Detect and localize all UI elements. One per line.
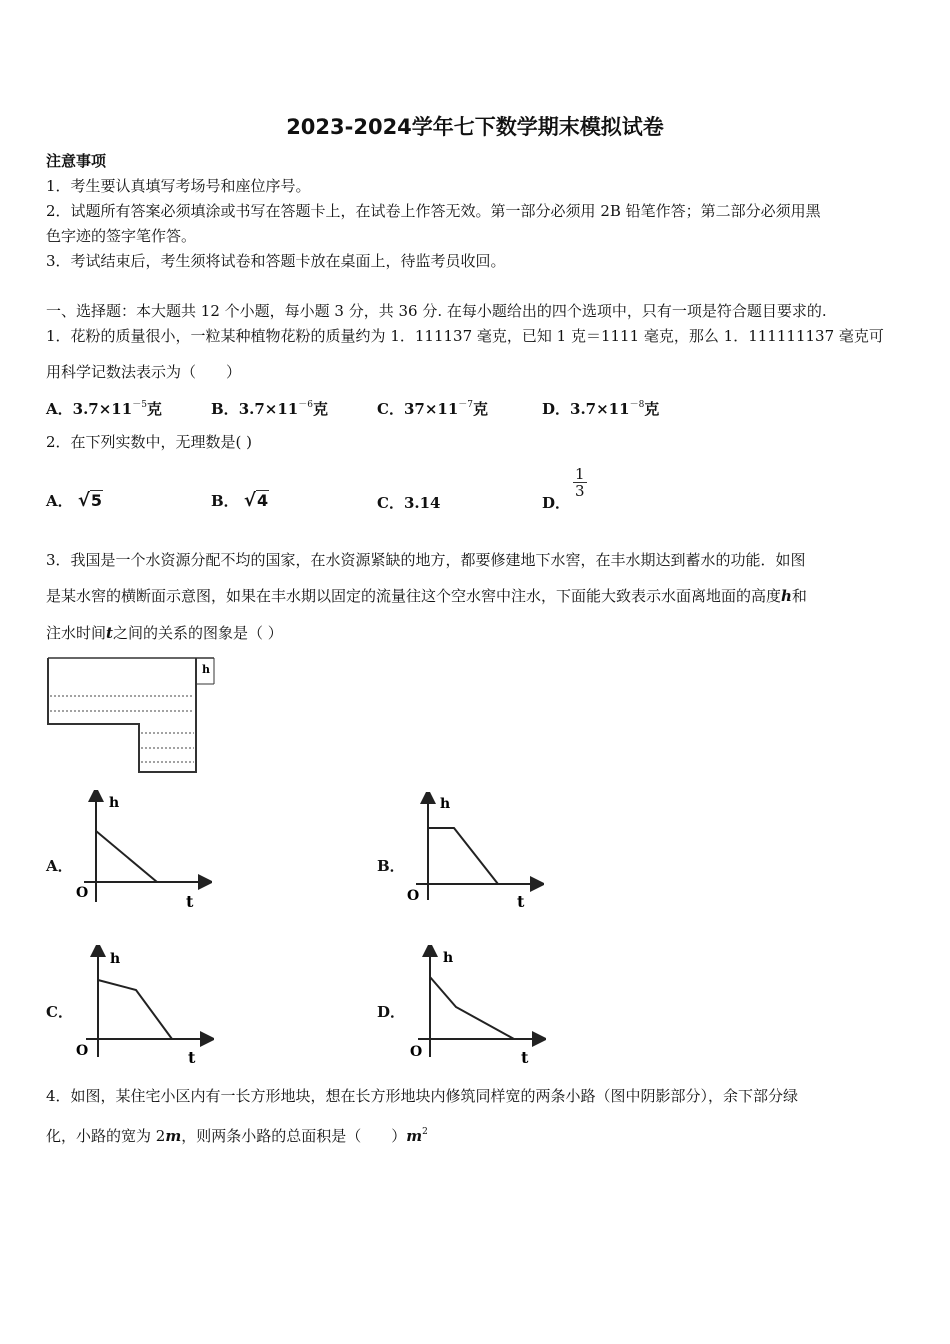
section-heading: 一、选择题：本大题共 12 个小题，每小题 3 分，共 36 分. 在每小题给出的四个选项中，只有一项是符合题目要求的. — [46, 302, 827, 320]
q4-stem-line2: 化，小路的宽为 2m，则两条小路的总面积是（ ）$m^2$ — [46, 1127, 428, 1145]
notice-item-3: 3．考试结束后，考生须将试卷和答题卡放在桌面上，待监考员收回。 — [46, 252, 506, 270]
notice-item-2b: 色字迹的签字笔作答。 — [46, 227, 197, 245]
q2-option-d-label: D． — [542, 494, 571, 512]
origin-label: O — [410, 1044, 423, 1060]
q2-option-d-fraction: $\frac{1}{3}$ — [575, 465, 585, 500]
diagram-h-label: h — [202, 663, 210, 676]
axis-h-label: h — [109, 795, 120, 811]
notice-item-2a: 2．试题所有答案必须填涂或书写在答题卡上，在试卷上作答无效。第一部分必须用 2B 铅笔作答；第二部分必须用黑 — [46, 202, 821, 220]
page-title: 2023-2024学年七下数学期末模拟试卷 — [286, 115, 664, 139]
q1-stem-line2: 用科学记数法表示为（ ） — [46, 363, 242, 381]
origin-label: O — [76, 1043, 89, 1059]
axis-h-label: h — [443, 950, 454, 966]
q3-stem-line2: 是某水窖的横断面示意图，如果在丰水期以固定的流量往这个空水窖中注水，下面能大致表示水面离地面的高度h和 — [46, 587, 807, 605]
axis-t-label: t — [188, 1048, 196, 1067]
q3-graph-a — [72, 790, 212, 912]
q2-stem: 2．在下列实数中，无理数是( ) — [46, 433, 253, 451]
q4-stem-line1: 4．如图，某住宅小区内有一长方形地块，想在长方形地块内修筑同样宽的两条小路（图中阴影部分），余下部分绿 — [46, 1087, 799, 1105]
q3-stem-line3: 注水时间t之间的关系的图象是（ ） — [46, 624, 283, 642]
sqrt-symbol: √4 — [243, 490, 269, 511]
axis-t-label: t — [517, 892, 525, 911]
q3-option-b-label: B． — [377, 857, 405, 875]
origin-label: O — [407, 888, 420, 904]
q1-option-c: C．$37\times 11^{-7}$克 — [377, 400, 489, 418]
q3-graph-b — [404, 792, 544, 914]
q1-option-d: D．$3.7\times 11^{-8}$克 — [542, 400, 660, 418]
q3-option-c-label: C． — [46, 1003, 73, 1021]
q3-graph-d — [406, 945, 546, 1067]
notice-heading: 注意事项 — [46, 152, 107, 170]
q3-graph-c — [74, 945, 214, 1067]
q1-option-b: B．$3.7\times 11^{-6}$克 — [211, 400, 328, 418]
cellar-cross-section-diagram — [44, 656, 219, 778]
q1-stem-line1: 1．花粉的质量很小，一粒某种植物花粉的质量约为 1．111137 毫克，已知 1 克＝1111 毫克，那么 1．111111137 毫克可 — [46, 327, 884, 345]
q2-option-b: B． √4 — [211, 490, 269, 511]
q3-stem-line1: 3．我国是一个水资源分配不均的国家，在水资源紧缺的地方，都要修建地下水窖，在丰水期达到蓄水的功能．如图 — [46, 551, 806, 569]
notice-item-1: 1．考生要认真填写考场号和座位序号。 — [46, 177, 311, 195]
q2-option-c: C．3.14 — [377, 494, 441, 512]
q2-option-a: A． √5 — [46, 490, 103, 511]
sqrt-symbol: √5 — [77, 490, 103, 511]
origin-label: O — [76, 885, 89, 901]
axis-h-label: h — [110, 951, 121, 967]
q3-option-d-label: D． — [377, 1003, 406, 1021]
q1-option-a: A．$3.7\times 11^{-5}$克 — [46, 400, 162, 418]
axis-t-label: t — [521, 1048, 529, 1067]
q3-option-a-label: A． — [46, 857, 73, 875]
axis-t-label: t — [186, 892, 194, 911]
axis-h-label: h — [440, 796, 451, 812]
